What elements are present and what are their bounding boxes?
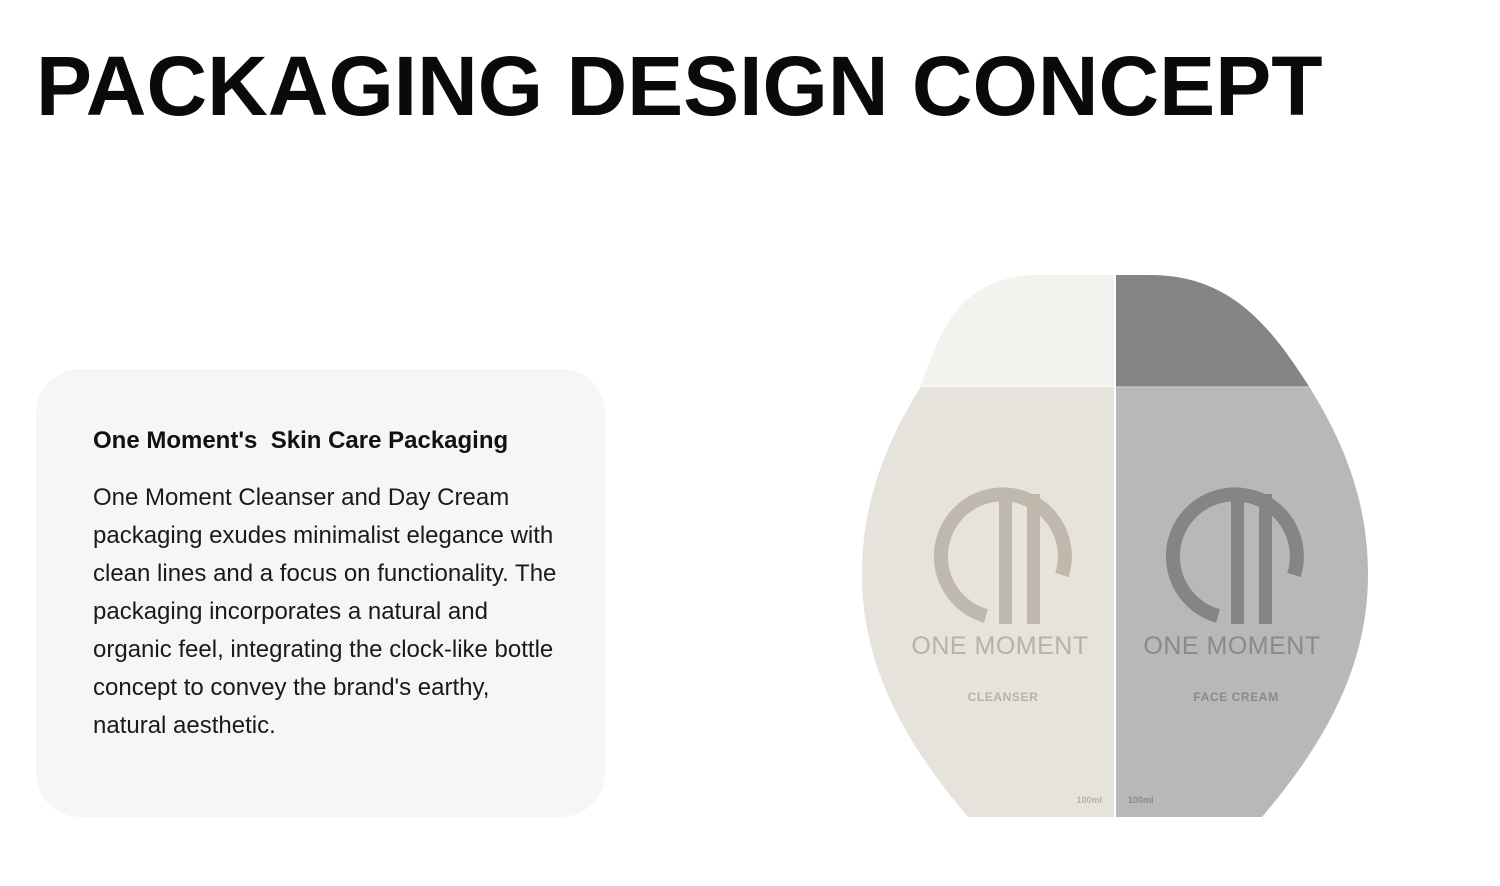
cleanser-brand-label: ONE MOMENT xyxy=(911,632,1089,660)
face-cream-body xyxy=(1116,387,1380,830)
info-card xyxy=(36,369,605,817)
cleanser-name-label: CLEANSER xyxy=(967,690,1039,704)
cap-seam xyxy=(850,386,1380,388)
face-cream-cap xyxy=(1116,270,1380,387)
cleanser-logo-bar-2 xyxy=(1027,494,1040,624)
face-cream-name-label: FACE CREAM xyxy=(1193,690,1279,704)
cleanser-volume-label: 100ml xyxy=(1076,795,1102,805)
divider-line xyxy=(1114,270,1116,830)
face-cream-logo-bar-2 xyxy=(1259,494,1272,624)
cleanser-logo-bar-1 xyxy=(999,500,1012,624)
face-cream-volume-label: 100ml xyxy=(1128,795,1154,805)
face-cream-logo-bar-1 xyxy=(1231,500,1244,624)
page-title: PACKAGING DESIGN CONCEPT xyxy=(36,39,1323,133)
cleanser-cap xyxy=(850,270,1114,387)
card-heading: One Moment's Skin Care Packaging xyxy=(93,427,509,454)
card-body: One Moment Cleanser and Day Cream packaging exudes minimalist elegance with clean lines and a focus on functionality. The packaging incorporates a natural and organic feel, integrating the clock-like bottle concept to convey the brand's earthy, natural aesthetic. xyxy=(93,484,557,739)
packaging-mockup xyxy=(850,270,1380,830)
face-cream-brand-label: ONE MOMENT xyxy=(1143,632,1321,660)
